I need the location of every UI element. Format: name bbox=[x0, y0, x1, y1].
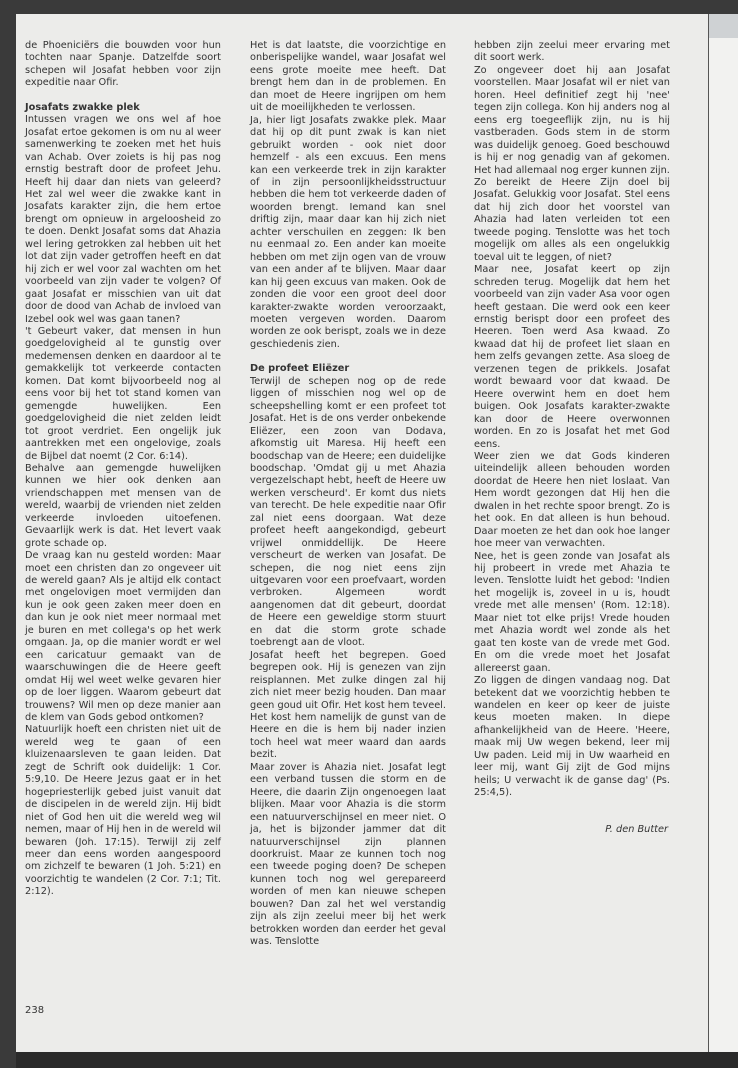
page-number: 238 bbox=[25, 1005, 45, 1016]
paragraph: Behalve aan gemengde huwelijken kunnen we hier ook denken aan vriendschappen met mensen van de wereld, waarbij de vrienden niet zelden verkeerde invloeden uitoefenen. Gevaarlijk werk is dat. Het levert vaak grote schade op. bbox=[25, 462, 221, 549]
paragraph: Zo ongeveer doet hij aan Josafat voorstellen. Maar Josafat wil er niet van horen. Heel definitief zegt hij 'nee' tegen zijn collega. Kon hij anders nog al eens erg toegeeflijk zijn, nu is hij vastberaden. Gods stem in de storm was duidelijk genoeg. Goed beschouwd is hij er nog genadig van af gekomen. Het had allemaal nog erger kunnen zijn. bbox=[474, 64, 670, 176]
paragraph: Josafat heeft het begrepen. Goed begrepen ook. Hij is genezen van zijn reisplannen. Met zulke dingen zal hij zich niet meer bezig houden. Dan maar geen goud uit Ofir. Het kost hem teveel. Het kost hem namelijk de gunst van de Heere en die is hem bij nader inzien toch heel wat meer waard dan aards bezit. bbox=[250, 649, 446, 761]
paragraph: Zo liggen de dingen vandaag nog. Dat betekent dat we voorzichtig hebben te wandelen en keer op keer de juiste keus moeten maken. In diepe afhankelijkheid van de Heere. 'Heere, maak mij Uw wegen bekend, leer mij Uw paden. Leid mij in Uw waarheid en leer mij, want Gij zijt de God mijns heils; U verwacht ik de ganse dag' (Ps. 25:4,5). bbox=[474, 675, 670, 799]
paragraph: Ja, hier ligt Josafats zwakke plek. Maar dat hij op dit punt zwak is kan niet gebruikt worden - ook niet door hemzelf - als een excuus. Een mens kan een verkeerde trek in zijn karakter of in zijn persoonlijkheidsstructuur hebben die hem tot verkeerde daden of woorden brengt. Iemand kan snel driftig zijn, maar daar kan hij zich niet achter verschuilen en zeggen: Ik ben nu eenmaal zo. Een ander kan moeite hebben om met zijn ogen van de vrouw van een ander af te blijven. Maar daar kan hij geen excuus van maken. Ook de zonden die voor een groot deel door karakter-zwakte worden veroorzaakt, moeten vergeven worden. Daarom worden ze ook berispt, zoals we in deze geschiedenis zien. bbox=[250, 114, 446, 350]
paragraph: Intussen vragen we ons wel af hoe Josafat ertoe gekomen is om nu al weer samenwerking te zoeken met het huis van Achab. Over zoiets is hij pas nog ernstig bestraft door de profeet Jehu. Heeft hij daar dan niets van geleerd? Het zal wel weer die zwakke kant in Josafats karakter zijn, die hem ertoe brengt om opnieuw in argeloosheid zo te doen. Denkt Josafat soms dat Ahazia wel lering getrokken zal hebben uit het lot dat zijn vader getroffen heeft en dat hij zich er wel voor zal wachten om het voorbeeld van zijn vader te volgen? Of gaat Josafat er misschien van uit dat door de dood van Achab de invloed van Izebel ook wel was gaan tanen? bbox=[25, 114, 221, 325]
author-signature: P. den Butter bbox=[605, 823, 668, 835]
paragraph: Weer zien we dat Gods kinderen uiteindelijk alleen behouden worden doordat de Heere hen niet loslaat. Van Hem wordt gezongen dat Hij hen die dwalen in het rechte spoor brengt. Zo is het ook. En dat alleen is hun behoud. Daar moeten ze het dan ook hoe langer hoe meer van verwachten. bbox=[474, 450, 670, 550]
column-left bbox=[25, 40, 221, 899]
column-right bbox=[474, 40, 670, 836]
paragraph: Zo bereikt de Heere Zijn doel bij Josafat. Gelukkig voor Josafat. Stel eens dat hij zich door het voorstel van Ahazia had laten verleiden tot een tweede poging. Tenslotte was het toch mogelijk om alles als een ongelukkig toeval uit te leggen, of niet? bbox=[474, 176, 670, 263]
section-heading: Josafats zwakke plek bbox=[25, 101, 140, 113]
paragraph: De vraag kan nu gesteld worden: Maar moet een christen dan zo ongeveer uit de wereld gaan? Als je altijd elk contact met ongelovigen moet vermijden dan kun je ook geen zaken meer doen en dan kun je ook niet meer normaal met je buren en met collega's op het werk omgaan. Ja, op die manier wordt er wel een caricatuur gemaakt van de waarschuwingen die de Heere geeft omdat Hij wel weet welke gevaren hier op de loer liggen. Waarom gebeurt dat trouwens? Wil men op deze manier aan de klem van Gods gebod ontkomen? bbox=[25, 550, 221, 724]
paragraph: Maar zover is Ahazia niet. Josafat legt een verband tussen die storm en de Heere, die daarin Zijn ongenoegen laat blijken. Maar voor Ahazia is die storm een natuurverschijnsel en meer niet. O ja, het is bijzonder jammer dat dit natuurverschijnsel zijn plannen doorkruist. Maar ze kunnen toch nog een tweede poging doen? De schepen kunnen toch nog wel gerepareerd worden of men kan nieuwe schepen bouwen? Dan zal het wel verstandig zijn als zijn zeelui meer bij het werk betrokken worden dan eerder het geval was. Tenslotte bbox=[250, 761, 446, 948]
paragraph: Natuurlijk hoeft een christen niet uit de wereld weg te gaan of een kluizenaarsleven te gaan leiden. Dat zegt de Schrift ook duidelijk: 1 Cor. 5:9,10. De Heere Jezus gaat er in het hogepriesterlijk gebed juist vanuit dat de discipelen in de wereld zijn. Hij bidt niet of God hen uit die wereld weg wil nemen, maar of Hij hen in de wereld wil bewaren (Joh. 17:15). Terwijl zij zelf meer dan eens worden aangespoord om zichzelf te bewaren (1 Joh. 5:21) en voorzichtig te wandelen (2 Cor. 7:1; Tit. 2:12). bbox=[25, 724, 221, 898]
next-page-edge bbox=[708, 14, 738, 1054]
paragraph: 't Gebeurt vaker, dat mensen in hun goedgelovigheid al te gunstig over medemensen denken en daardoor al te gemakkelijk tot verkeerde contacten komen. Dat komt bijvoorbeeld nog al eens voor bij het tot stand komen van gemengde huwelijken. Een goedgelovigheid die niet zelden leidt tot groot verdriet. Een ongelijk juk aantrekken met een ongelovige, zoals de Bijbel dat noemt (2 Cor. 6:14). bbox=[25, 325, 221, 462]
paragraph: Het is dat laatste, die voorzichtige en onberispelijke wandel, waar Josafat wel eens grote moeite mee heeft. Dat brengt hem dan in de problemen. En dan moet de Heere ingrijpen om hem uit de moeilijkheden te verlossen. bbox=[250, 40, 446, 114]
column-middle bbox=[250, 40, 446, 949]
paragraph: Maar nee, Josafat keert op zijn schreden terug. Mogelijk dat hem het voorbeeld van zijn vader Asa voor ogen heeft gestaan. Die werd ook een keer ernstig berispt door een profeet des Heeren. Toen werd Asa kwaad. Zo kwaad dat hij de profeet liet slaan en hem zelfs gevangen zette. Asa sloeg de verzenen tegen de prikkels. Josafat wordt bewaard voor dat kwaad. De Heere overwint hem en doet hem buigen. Ook Josafats karakter-zwakte kan door de Heere overwonnen worden. En zo is Josafat het met God eens. bbox=[474, 264, 670, 450]
section-heading: De profeet Eliëzer bbox=[250, 363, 350, 375]
page-tab bbox=[709, 14, 738, 38]
page-shadow bbox=[16, 1052, 738, 1068]
paragraph: hebben zijn zeelui meer ervaring met dit soort werk. bbox=[474, 40, 670, 64]
paragraph: Terwijl de schepen nog op de rede liggen of misschien nog wel op de scheepshelling komt er een profeet tot Josafat. Het is de ons verder onbekende Eliëzer, een zoon van Dodava, afkomstig uit Maresa. Hij heeft een boodschap van de Heere; een duidelijke boodschap. 'Omdat gij u met Ahazia vergezelschapt hebt, heeft de Heere uw werken verscheurd'. Er komt dus niets van terecht. De hele expeditie naar Ofir zal niet eens doorgaan. Wat deze profeet heeft aangekondigd, gebeurt vrijwel onmiddellijk. De Heere verscheurt de werken van Josafat. De schepen, die nog niet eens zijn uitgevaren voor een proefvaart, worden verbroken. Algemeen wordt aangenomen dat dit gebeurt, doordat de Heere een geweldige storm stuurt en dat die storm grote schade toebrengt aan de vloot. bbox=[250, 375, 446, 649]
paragraph: Nee, het is geen zonde van Josafat als hij probeert in vrede met Ahazia te leven. Tenslotte luidt het gebod: 'Indien het mogelijk is, zoveel in u is, houdt vrede met alle mensen' (Rom. 12:18). Maar niet tot elke prijs! Vrede houden met Ahazia wordt wel zonde als het gaat ten koste van de vrede met God. En om die vrede moet het Josafat allereerst gaan. bbox=[474, 550, 670, 674]
paragraph: de Phoeniciërs die bouwden voor hun tochten naar Spanje. Datzelfde soort schepen wil Josafat hebben voor zijn expeditie naar Ofir. bbox=[25, 40, 221, 89]
